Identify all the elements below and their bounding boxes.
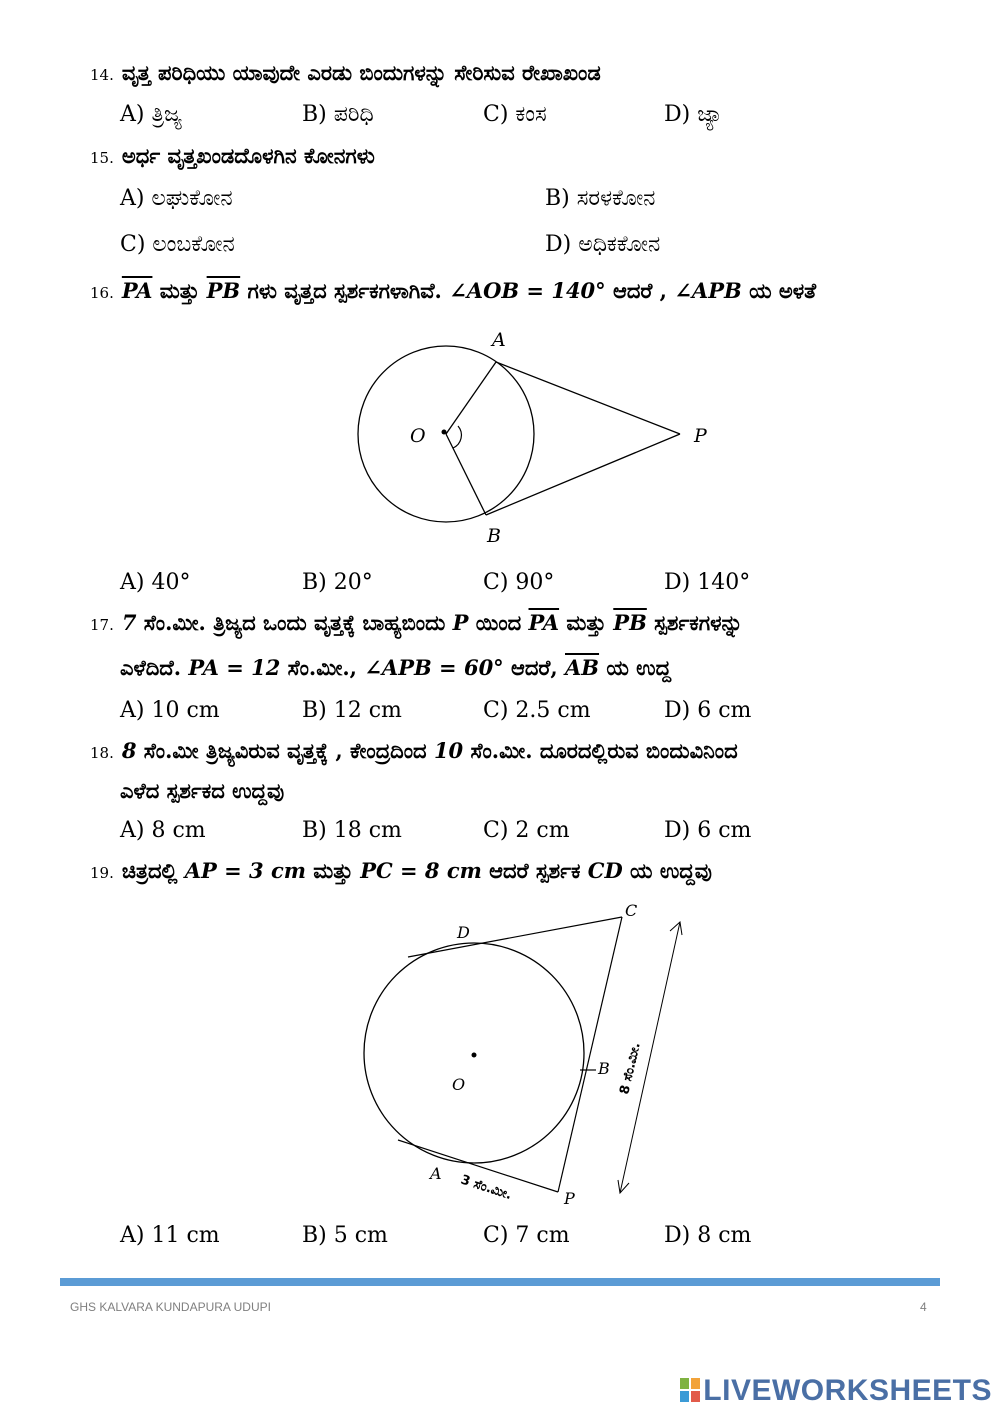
q16-figure <box>340 322 720 554</box>
radius-ob <box>446 434 486 515</box>
segment-ab: $\overline{AB}$ <box>565 655 600 680</box>
pc-length: PC = 8 cm <box>360 858 482 883</box>
angle-apb: ∠APB <box>674 278 742 303</box>
text-if-tangent: ಆದರೆ ಸ್ಪರ್ಶಕ <box>489 858 581 883</box>
text-line1a: ಸೆಂ.ಮೀ. ತ್ರಿಜ್ಯದ ಒಂದು ವೃತ್ತಕ್ಕೆ ಬಾಹ್ಯಬಿಂದು <box>143 610 446 635</box>
q17-option-c[interactable]: C) 2.5 cm <box>483 698 591 723</box>
question-text: ವೃತ್ತ ಪರಿಧಿಯು ಯಾವುದೇ ಎರಡು ಬಿಂದುಗಳನ್ನು ಸೇರಿಸುವ ರೇಖಾಖಂಡ <box>121 60 601 85</box>
q19-option-c[interactable]: C) 7 cm <box>483 1223 570 1248</box>
question-number: 17. <box>90 616 114 634</box>
text-and: ಮತ್ತು <box>159 278 200 303</box>
text-from: ಯಿಂದ <box>475 610 522 635</box>
text-and: ಮತ್ತು <box>566 610 606 635</box>
q15-option-d[interactable]: D) ಅಧಿಕಕೋನ <box>545 232 661 257</box>
q19-option-b[interactable]: B) 5 cm <box>302 1223 388 1248</box>
line-cp <box>558 917 622 1192</box>
label-ap-length: 3 ಸೆಂ.ಮೀ. <box>458 1172 514 1204</box>
q18-option-c[interactable]: C) 2 cm <box>483 818 570 843</box>
label-a: A <box>492 329 506 351</box>
text-line1a: ಸೆಂ.ಮೀ ತ್ರಿಜ್ಯವಿರುವ ವೃತ್ತಕ್ಕೆ , ಕೇಂದ್ರದಿಂದ <box>143 738 427 763</box>
q16-option-b[interactable]: B) 20° <box>302 570 373 595</box>
label-pc-length: 8 ಸೆಂ.ಮೀ. <box>617 1041 644 1096</box>
distance-value: 10 <box>433 738 464 763</box>
label-o: O <box>452 1075 466 1094</box>
text-measure: ಯ ಅಳತೆ <box>749 278 817 303</box>
q16-option-d[interactable]: D) 140° <box>664 570 751 595</box>
text-length: ಯ ಉದ್ದವು <box>630 858 712 883</box>
q14-option-d[interactable]: D) ಜ್ಯಾ <box>664 102 723 127</box>
text-length: ಯ ಉದ್ದ <box>606 655 672 680</box>
text-drawn: ಎಳೆದಿದೆ. <box>120 655 182 680</box>
q18-option-d[interactable]: D) 6 cm <box>664 818 752 843</box>
segment-pa: $\overline{PA}$ <box>121 278 153 303</box>
tangent-pb <box>486 434 680 515</box>
q17-option-a[interactable]: A) 10 cm <box>120 698 220 723</box>
footer-school: GHS KALVARA KUNDAPURA UDUPI <box>70 1300 271 1314</box>
segment-pb: $\overline{PB}$ <box>613 610 647 635</box>
question-number: 16. <box>90 284 114 302</box>
center-dot <box>472 1053 477 1058</box>
tangent-pa <box>496 362 680 434</box>
segment-pb: $\overline{PB}$ <box>206 278 241 303</box>
question-17 <box>90 610 743 636</box>
label-p: P <box>564 1189 575 1208</box>
q19-figure <box>360 895 700 1220</box>
arrow-head-bottom <box>618 1180 629 1193</box>
text-tangents: ಸ್ಪರ್ಶಕಗಳನ್ನು <box>654 610 743 635</box>
footer-divider <box>60 1278 940 1286</box>
liveworksheets-icon <box>679 1377 701 1403</box>
q16-option-a[interactable]: A) 40° <box>120 570 191 595</box>
point-p: P <box>452 610 469 635</box>
q14-option-c[interactable]: C) ಕಂಸ <box>483 102 547 127</box>
question-19 <box>90 858 712 884</box>
label-a: A <box>430 1164 442 1183</box>
text-if: ಆದರೆ, <box>511 655 558 680</box>
text-tangents: ಗಳು ವೃತ್ತದ ಸ್ಪರ್ಶಕಗಳಾಗಿವೆ. <box>247 278 442 303</box>
pa-length: PA = 12 <box>188 655 281 680</box>
label-b: B <box>598 1059 610 1078</box>
label-d: D <box>457 923 470 942</box>
angle-arc <box>453 426 461 448</box>
question-number: 19. <box>90 864 114 882</box>
text-line2: ಎಳೆದ ಸ್ಪರ್ಶಕದ ಉದ್ದವು <box>120 778 285 803</box>
angle-apb: ∠APB = 60° <box>364 655 504 680</box>
q14-option-b[interactable]: B) ಪರಿಧಿ <box>302 102 374 127</box>
label-p: P <box>694 425 707 447</box>
text-if: ಆದರೆ , <box>613 278 667 303</box>
question-text: ಅರ್ಧ ವೃತ್ತಖಂಡದೊಳಗಿನ ಕೋನಗಳು <box>121 143 375 168</box>
text-cm: ಸೆಂ.ಮೀ., <box>287 655 357 680</box>
question-number: 15. <box>90 149 114 167</box>
label-o: O <box>410 425 426 447</box>
q19-option-d[interactable]: D) 8 cm <box>664 1223 752 1248</box>
segment-cd: CD <box>587 858 623 883</box>
question-15 <box>90 143 375 169</box>
radius-oa <box>446 362 496 434</box>
q19-option-a[interactable]: A) 11 cm <box>120 1223 220 1248</box>
q15-option-a[interactable]: A) ಲಘುಕೋನ <box>120 186 233 211</box>
text-and: ಮತ್ತು <box>313 858 353 883</box>
q15-option-b[interactable]: B) ಸರಳಕೋನ <box>545 186 656 211</box>
question-16 <box>90 278 816 304</box>
angle-aob: ∠AOB = 140° <box>449 278 606 303</box>
question-number: 18. <box>90 744 114 762</box>
q17-option-d[interactable]: D) 6 cm <box>664 698 752 723</box>
ap-length: AP = 3 cm <box>184 858 306 883</box>
label-b: B <box>487 525 501 547</box>
radius-value: 8 <box>121 738 137 763</box>
footer-page-number: 4 <box>920 1300 927 1314</box>
q18-option-b[interactable]: B) 18 cm <box>302 818 402 843</box>
label-c: C <box>625 901 638 920</box>
segment-pa: $\overline{PA}$ <box>528 610 560 635</box>
q16-option-c[interactable]: C) 90° <box>483 570 555 595</box>
question-17-line2 <box>120 655 671 681</box>
question-18-line2 <box>120 778 284 804</box>
text-line1b: ಸೆಂ.ಮೀ. ದೂರದಲ್ಲಿರುವ ಬಿಂದುವಿನಿಂದ <box>470 738 738 763</box>
q18-option-a[interactable]: A) 8 cm <box>120 818 206 843</box>
q17-option-b[interactable]: B) 12 cm <box>302 698 402 723</box>
question-18 <box>90 738 738 764</box>
brand-text: LIVEWORKSHEETS <box>703 1374 992 1407</box>
question-number: 14. <box>90 66 114 84</box>
arrow-head-top <box>670 922 682 935</box>
liveworksheets-logo[interactable] <box>679 1374 992 1408</box>
q14-option-a[interactable]: A) ತ್ರಿಜ್ಯ <box>120 102 182 127</box>
center-dot <box>442 430 447 435</box>
text-in-figure: ಚಿತ್ರದಲ್ಲಿ <box>121 858 178 883</box>
question-14 <box>90 60 601 86</box>
q15-option-c[interactable]: C) ಲಂಬಕೋನ <box>120 232 235 257</box>
radius-value: 7 <box>121 610 137 635</box>
